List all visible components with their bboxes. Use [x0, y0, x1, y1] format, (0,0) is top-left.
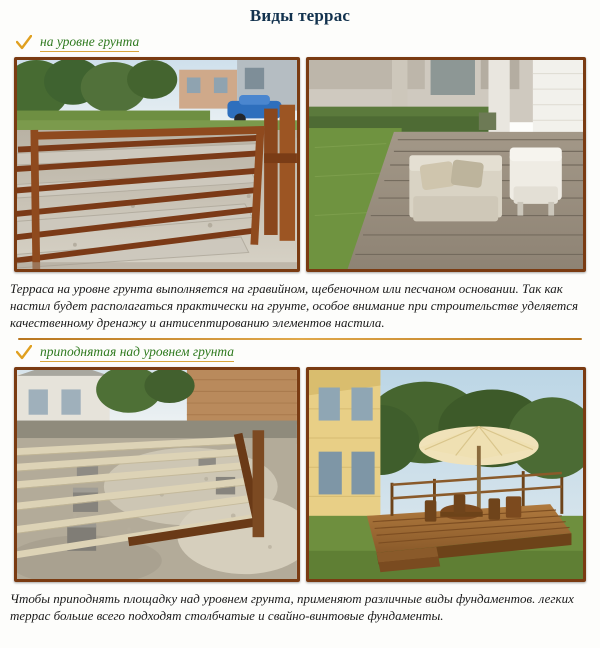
check-icon	[16, 35, 32, 51]
section-label-raised: приподнятая над уровнем грунта	[40, 344, 234, 362]
section-text-ground-level: Терраса на уровне грунта выполняется на гравийном, щебеночном или песчаном основании. Так как настил будет располагаться практически на грунте, особое внимание при строительстве уделяется качественному дренажу и антисептированию элементов настила.	[10, 280, 579, 330]
check-icon	[16, 345, 32, 361]
photo-row-ground-level	[6, 57, 594, 272]
section-heading-raised	[6, 344, 594, 362]
photo-ground-deck	[306, 57, 586, 272]
section-divider	[18, 338, 582, 340]
section-text-raised: Чтобы приподнять площадку над уровнем грунта, применяют различные виды фундаментов. легких террас больше всего подходят столбчатые и свайно-винтовые фундаменты.	[10, 590, 574, 623]
photo-raised-frame	[14, 367, 300, 582]
section-heading-ground-level	[6, 34, 594, 52]
photo-row-raised	[6, 367, 594, 582]
photo-ground-frame	[14, 57, 300, 272]
page-title: Виды террас	[249, 6, 351, 25]
photo-raised-deck	[306, 367, 586, 582]
section-label-ground-level: на уровне грунта	[40, 34, 139, 52]
